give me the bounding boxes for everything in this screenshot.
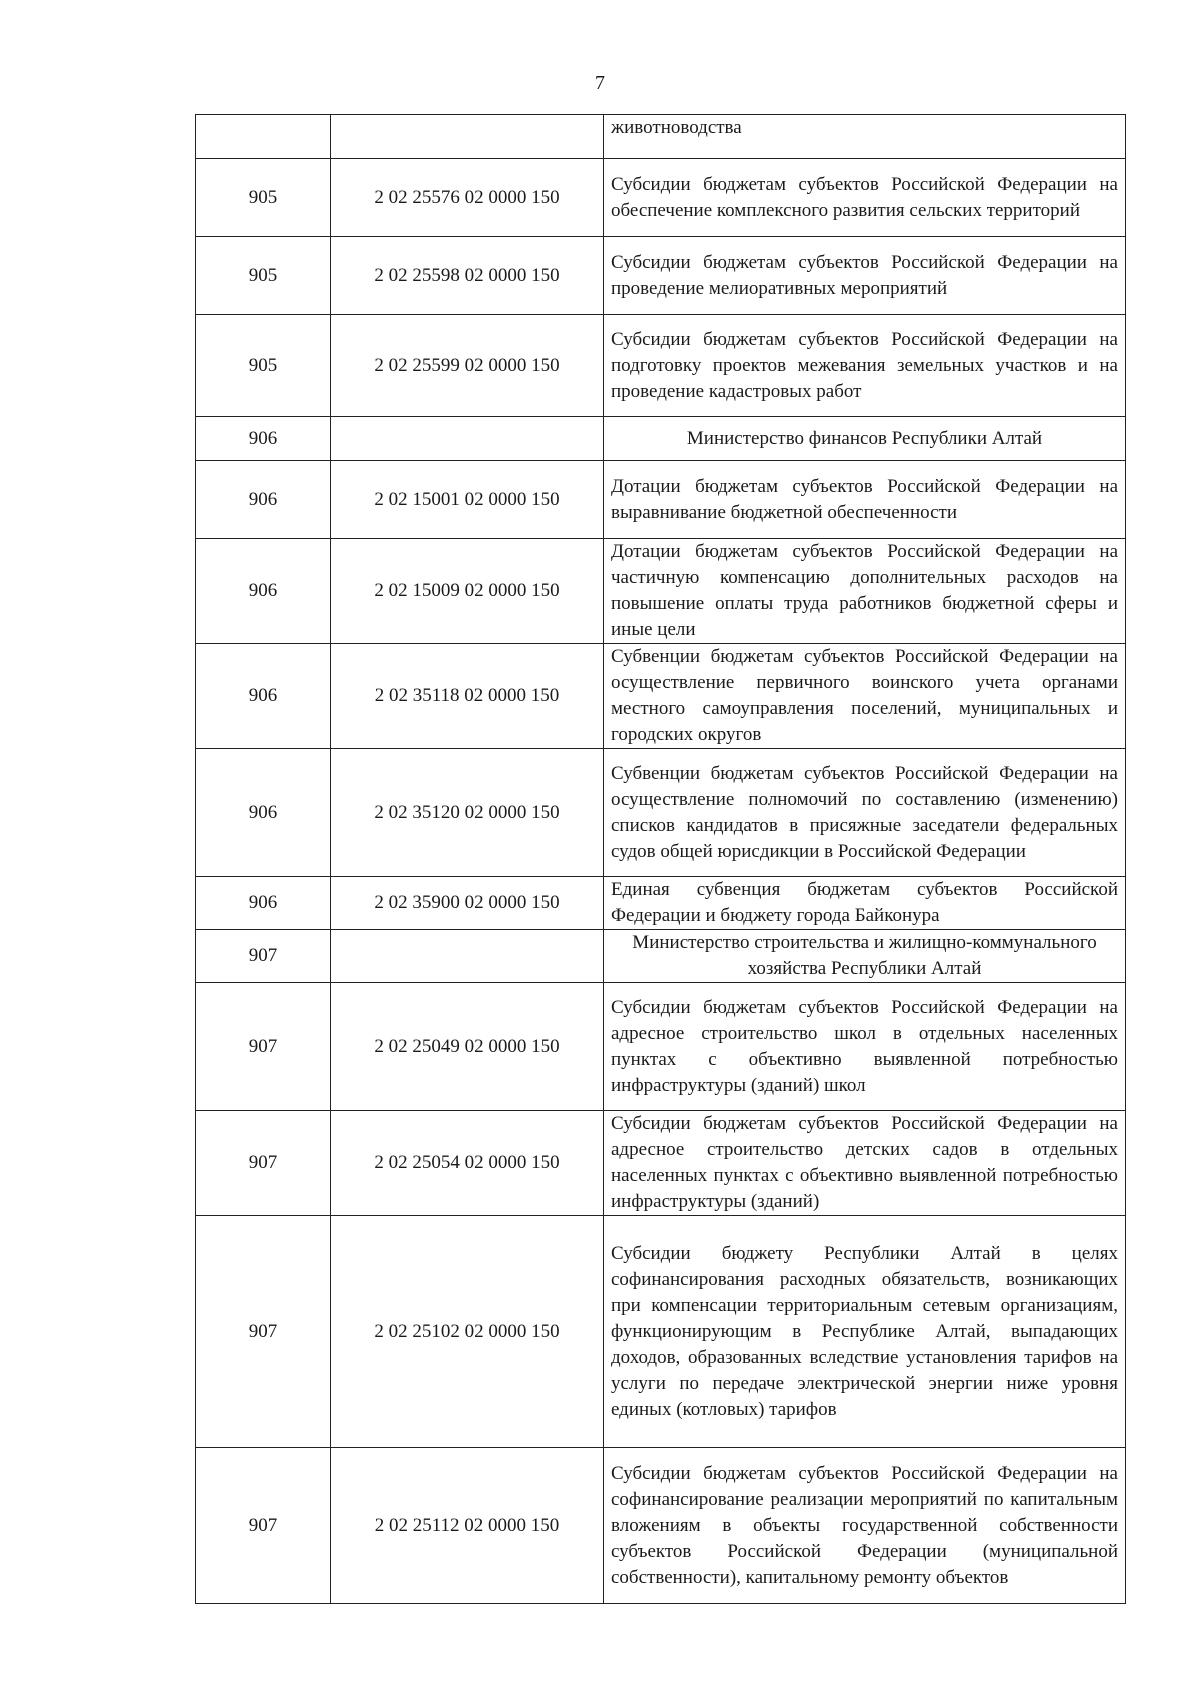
admin-code-cell: 906	[196, 539, 331, 644]
table-row	[196, 315, 1126, 417]
table-row	[196, 983, 1126, 1111]
administrator-name-cell: Министерство финансов Республики Алтай	[604, 417, 1126, 461]
table-row	[196, 539, 1126, 644]
revenue-description-cell: Субвенции бюджетам субъектов Российской Федерации на осуществление первичного воинского учета органами местного самоуправления поселений, муниципальных и городских округов	[604, 644, 1126, 749]
table-row	[196, 1111, 1126, 1216]
revenue-code-cell: 2 02 25598 02 0000 150	[331, 237, 604, 315]
revenue-description-cell: Единая субвенция бюджетам субъектов Российской Федерации и бюджету города Байконура	[604, 877, 1126, 930]
admin-code-cell: 905	[196, 237, 331, 315]
table-row	[196, 115, 1126, 159]
revenue-description-cell: Субсидии бюджету Республики Алтай в целях софинансирования расходных обязательств, возникающих при компенсации территориальным сетевым организациям, функционирующим в Республике Алтай, выпадающих доходов, образованных вследствие установления тарифов на услуги по передаче электрической энергии ниже уровня единых (котловых) тарифов	[604, 1216, 1126, 1448]
revenue-description-cell: Субсидии бюджетам субъектов Российской Федерации на софинансирование реализации мероприятий по капитальным вложениям в объекты государственной собственности субъектов Российской Федерации (муниципальной собственности), капитальному ремонту объектов	[604, 1448, 1126, 1604]
administrator-name-cell: Министерство строительства и жилищно-коммунального хозяйства Республики Алтай	[604, 930, 1126, 983]
admin-code-cell: 907	[196, 983, 331, 1111]
admin-code-cell: 906	[196, 461, 331, 539]
admin-code-cell: 906	[196, 749, 331, 877]
revenue-code-cell: 2 02 25599 02 0000 150	[331, 315, 604, 417]
revenue-description-cell: Субсидии бюджетам субъектов Российской Федерации на обеспечение комплексного развития сельских территорий	[604, 159, 1126, 237]
admin-code-cell: 907	[196, 1111, 331, 1216]
revenue-code-cell	[331, 417, 604, 461]
admin-code-cell: 905	[196, 159, 331, 237]
table-row	[196, 930, 1126, 983]
revenue-description-cell: Дотации бюджетам субъектов Российской Федерации на частичную компенсацию дополнительных расходов на повышение оплаты труда работников бюджетной сферы и иные цели	[604, 539, 1126, 644]
admin-code-cell: 906	[196, 644, 331, 749]
revenue-code-cell	[331, 930, 604, 983]
budget-revenue-table	[195, 114, 1126, 1604]
revenue-code-cell: 2 02 15001 02 0000 150	[331, 461, 604, 539]
revenue-description-cell: Субвенции бюджетам субъектов Российской Федерации на осуществление полномочий по составлению (изменению) списков кандидатов в присяжные заседатели федеральных судов общей юрисдикции в Российской Федерации	[604, 749, 1126, 877]
revenue-description-cell: Субсидии бюджетам субъектов Российской Федерации на проведение мелиоративных мероприятий	[604, 237, 1126, 315]
page-number: 7	[595, 72, 605, 94]
revenue-code-cell	[331, 115, 604, 159]
table-row	[196, 877, 1126, 930]
revenue-description-cell: животноводства	[604, 115, 1126, 159]
table-row	[196, 417, 1126, 461]
revenue-code-cell: 2 02 15009 02 0000 150	[331, 539, 604, 644]
table-row	[196, 1448, 1126, 1604]
revenue-description-cell: Субсидии бюджетам субъектов Российской Федерации на подготовку проектов межевания земельных участков и на проведение кадастровых работ	[604, 315, 1126, 417]
table-row	[196, 1216, 1126, 1448]
admin-code-cell: 906	[196, 877, 331, 930]
table-row	[196, 644, 1126, 749]
revenue-code-cell: 2 02 25576 02 0000 150	[331, 159, 604, 237]
revenue-code-cell: 2 02 35900 02 0000 150	[331, 877, 604, 930]
revenue-code-cell: 2 02 25102 02 0000 150	[331, 1216, 604, 1448]
admin-code-cell: 907	[196, 930, 331, 983]
table-row	[196, 159, 1126, 237]
revenue-code-cell: 2 02 25112 02 0000 150	[331, 1448, 604, 1604]
admin-code-cell: 905	[196, 315, 331, 417]
table-row	[196, 237, 1126, 315]
revenue-code-cell: 2 02 35120 02 0000 150	[331, 749, 604, 877]
revenue-code-cell: 2 02 35118 02 0000 150	[331, 644, 604, 749]
admin-code-cell	[196, 115, 331, 159]
admin-code-cell: 907	[196, 1216, 331, 1448]
revenue-description-cell: Субсидии бюджетам субъектов Российской Федерации на адресное строительство детских садов в отдельных населенных пунктах с объективно выявленной потребностью инфраструктуры (зданий)	[604, 1111, 1126, 1216]
table-row	[196, 461, 1126, 539]
revenue-code-cell: 2 02 25049 02 0000 150	[331, 983, 604, 1111]
revenue-description-cell: Дотации бюджетам субъектов Российской Федерации на выравнивание бюджетной обеспеченности	[604, 461, 1126, 539]
table-body	[196, 115, 1126, 1604]
revenue-code-cell: 2 02 25054 02 0000 150	[331, 1111, 604, 1216]
admin-code-cell: 907	[196, 1448, 331, 1604]
table-row	[196, 749, 1126, 877]
revenue-description-cell: Субсидии бюджетам субъектов Российской Федерации на адресное строительство школ в отдельных населенных пунктах с объективно выявленной потребностью инфраструктуры (зданий) школ	[604, 983, 1126, 1111]
admin-code-cell: 906	[196, 417, 331, 461]
